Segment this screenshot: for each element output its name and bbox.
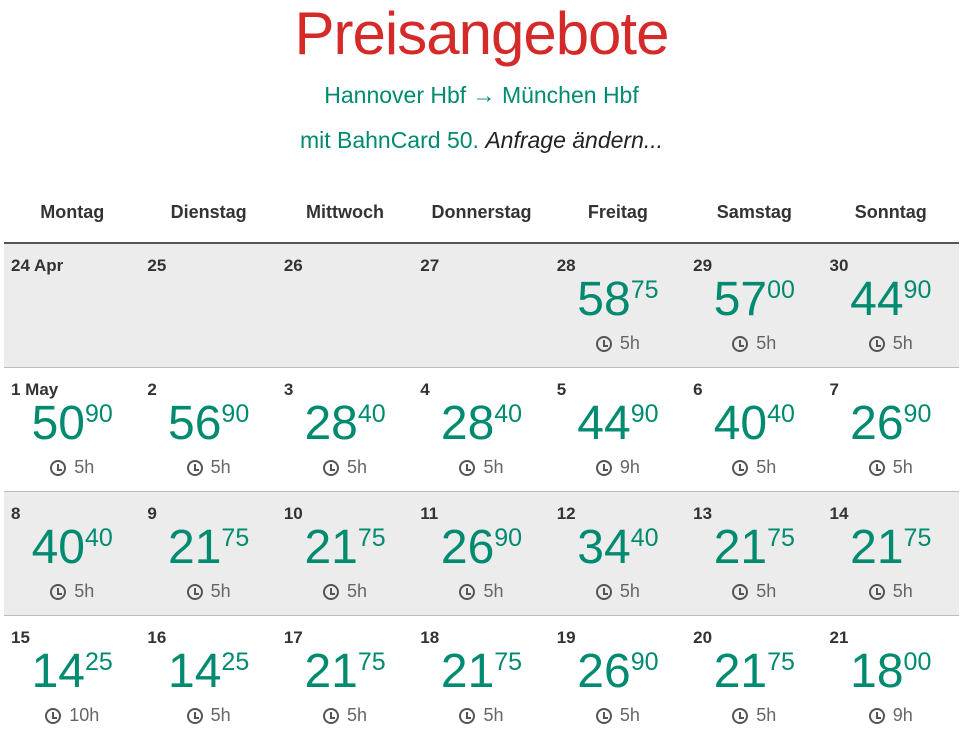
day-date: 9 — [147, 504, 157, 523]
trip-duration — [413, 704, 549, 726]
route-label: Hannover Hbf → München Hbf — [324, 82, 639, 108]
day-price[interactable] — [686, 521, 822, 574]
price-cents: 75 — [221, 524, 250, 552]
day-date: 25 — [147, 256, 167, 275]
price-euros: 28 — [304, 397, 358, 450]
duration-label: 5h — [210, 705, 231, 725]
price-cents: 75 — [494, 648, 523, 676]
price-cents: 75 — [357, 648, 386, 676]
calendar-day-cell[interactable] — [823, 368, 959, 492]
day-date: 19 — [556, 628, 576, 647]
clock-icon — [187, 584, 203, 600]
clock-icon — [869, 336, 885, 352]
day-price[interactable] — [4, 397, 140, 450]
price-euros: 21 — [304, 645, 358, 698]
day-date: 30 — [829, 256, 849, 275]
duration-label: 5h — [483, 705, 504, 725]
trip-duration — [686, 580, 822, 602]
day-date: 29 — [693, 256, 713, 275]
price-cents: 75 — [630, 276, 659, 304]
calendar-day-cell[interactable] — [823, 492, 959, 616]
price-euros: 40 — [713, 397, 768, 450]
calendar-day-cell[interactable] — [550, 616, 686, 740]
clock-icon — [732, 336, 748, 352]
trip-duration — [550, 456, 686, 478]
day-date: 10 — [283, 504, 303, 523]
clock-icon — [323, 460, 339, 476]
calendar-day-cell[interactable] — [550, 243, 686, 368]
price-cents: 25 — [221, 648, 250, 676]
day-date: 5 — [556, 380, 567, 399]
calendar-body — [4, 243, 959, 739]
day-price[interactable] — [686, 645, 822, 698]
duration-label: 5h — [483, 581, 504, 601]
calendar-day-cell[interactable] — [413, 616, 549, 740]
clock-icon — [45, 708, 61, 724]
price-euros: 34 — [577, 521, 631, 574]
trip-duration — [823, 704, 959, 726]
day-date: 13 — [693, 504, 713, 523]
day-date: 2 — [147, 380, 157, 399]
trip-duration — [413, 456, 549, 478]
weekday-header: Montag — [4, 182, 140, 243]
day-price[interactable] — [140, 397, 276, 450]
calendar-day-cell[interactable] — [686, 616, 822, 740]
calendar-day-cell[interactable] — [4, 492, 140, 616]
clock-icon — [187, 708, 203, 724]
clock-icon — [323, 584, 339, 600]
duration-label: 5h — [74, 457, 95, 477]
day-price[interactable] — [413, 521, 549, 574]
day-price[interactable] — [550, 273, 686, 326]
clock-icon — [50, 460, 66, 476]
trip-duration — [140, 580, 276, 602]
duration-label: 5h — [619, 333, 640, 353]
price-euros: 26 — [440, 521, 495, 574]
day-price[interactable] — [4, 521, 140, 574]
price-cents: 40 — [494, 400, 523, 428]
clock-icon — [459, 584, 475, 600]
duration-label: 5h — [619, 705, 640, 725]
calendar-day-cell[interactable] — [4, 368, 140, 492]
day-date: 6 — [693, 380, 703, 399]
price-euros: 21 — [168, 521, 222, 574]
price-cents: 75 — [767, 524, 795, 552]
clock-icon — [459, 708, 475, 724]
clock-icon — [596, 584, 612, 600]
clock-icon — [869, 708, 885, 724]
bahncard-label: mit BahnCard 50. — [299, 127, 479, 153]
duration-label: 5h — [619, 581, 640, 601]
trip-duration — [823, 580, 959, 602]
weekday-header: Dienstag — [140, 182, 276, 243]
day-date: 21 — [829, 628, 849, 647]
price-cents: 90 — [903, 400, 932, 428]
duration-label: 5h — [210, 457, 231, 477]
price-euros: 21 — [713, 521, 768, 574]
calendar-week-row — [4, 243, 959, 368]
day-price[interactable] — [413, 397, 549, 450]
trip-duration — [277, 456, 413, 478]
duration-label: 9h — [619, 457, 640, 477]
calendar-day-cell[interactable] — [550, 368, 686, 492]
calendar-day-cell[interactable] — [686, 492, 822, 616]
price-euros: 26 — [577, 645, 631, 698]
duration-label: 5h — [892, 333, 913, 353]
price-euros: 14 — [168, 645, 222, 698]
day-price[interactable] — [823, 645, 959, 698]
calendar-week-row — [4, 368, 959, 492]
price-cents: 40 — [357, 400, 386, 428]
price-euros: 56 — [168, 397, 222, 450]
price-euros: 44 — [577, 397, 631, 450]
calendar-day-cell[interactable] — [277, 492, 413, 616]
clock-icon — [732, 708, 748, 724]
trip-duration — [4, 580, 140, 602]
day-price[interactable] — [550, 645, 686, 698]
calendar-day-cell[interactable] — [4, 616, 140, 740]
day-price[interactable] — [686, 273, 822, 326]
day-date: 7 — [829, 380, 839, 399]
calendar-week-row — [4, 492, 959, 616]
calendar-day-cell[interactable] — [413, 492, 549, 616]
price-euros: 57 — [713, 273, 768, 326]
clock-icon — [50, 584, 66, 600]
day-price[interactable] — [823, 521, 959, 574]
day-price[interactable] — [277, 521, 413, 574]
price-cents: 25 — [85, 648, 113, 676]
day-date: 1 May — [11, 380, 59, 399]
trip-duration — [686, 456, 822, 478]
day-date: 26 — [283, 256, 303, 275]
day-date: 8 — [11, 504, 21, 523]
day-date: 28 — [556, 256, 576, 275]
duration-label: 5h — [892, 457, 913, 477]
price-cents: 75 — [903, 524, 932, 552]
duration-label: 5h — [347, 581, 368, 601]
day-date: 15 — [11, 628, 30, 647]
day-date: 24 Apr — [11, 256, 64, 275]
price-euros: 40 — [31, 521, 85, 574]
trip-duration — [686, 332, 822, 354]
day-price[interactable] — [140, 645, 276, 698]
calendar-day-cell — [413, 243, 549, 368]
day-date: 12 — [556, 504, 576, 523]
duration-label: 5h — [210, 581, 231, 601]
price-euros: 21 — [440, 645, 495, 698]
calendar-day-cell[interactable] — [277, 616, 413, 740]
day-date: 27 — [420, 256, 440, 275]
day-price[interactable] — [4, 645, 140, 698]
day-date: 20 — [693, 628, 713, 647]
trip-duration — [4, 456, 140, 478]
day-price[interactable] — [277, 645, 413, 698]
calendar-day-cell[interactable] — [140, 368, 276, 492]
duration-label: 9h — [892, 705, 913, 725]
duration-label: 5h — [892, 581, 913, 601]
day-price[interactable] — [550, 397, 686, 450]
trip-duration — [4, 704, 140, 726]
day-date: 18 — [420, 628, 440, 647]
day-price[interactable] — [550, 521, 686, 574]
trip-duration — [277, 580, 413, 602]
price-euros: 14 — [31, 645, 85, 698]
calendar-day-cell[interactable] — [277, 368, 413, 492]
clock-icon — [596, 460, 612, 476]
day-price[interactable] — [823, 273, 959, 326]
trip-duration — [823, 332, 959, 354]
weekday-header-row — [4, 182, 959, 243]
trip-duration — [550, 580, 686, 602]
price-calendar — [4, 182, 959, 739]
calendar-day-cell[interactable] — [686, 368, 822, 492]
calendar-day-cell[interactable] — [823, 243, 959, 368]
duration-label: 10h — [69, 705, 100, 725]
clock-icon — [869, 460, 885, 476]
day-date: 17 — [283, 628, 303, 647]
price-euros: 26 — [850, 397, 904, 450]
price-cents: 00 — [903, 648, 932, 676]
duration-label: 5h — [756, 581, 777, 601]
weekday-header: Donnerstag — [413, 182, 549, 243]
trip-duration — [140, 456, 276, 478]
duration-label: 5h — [483, 457, 504, 477]
day-date: 16 — [147, 628, 167, 647]
price-euros: 58 — [577, 273, 631, 326]
trip-duration — [823, 456, 959, 478]
change-query-link[interactable]: Anfrage ändern... — [485, 127, 664, 153]
calendar-day-cell — [4, 243, 140, 368]
price-euros: 44 — [850, 273, 904, 326]
day-price[interactable] — [686, 397, 822, 450]
calendar-day-cell[interactable] — [550, 492, 686, 616]
day-date: 3 — [283, 380, 294, 399]
price-euros: 21 — [850, 521, 904, 574]
price-cents: 40 — [767, 400, 795, 428]
trip-duration — [413, 580, 549, 602]
calendar-day-cell[interactable] — [140, 492, 276, 616]
duration-label: 5h — [756, 705, 777, 725]
price-cents: 90 — [221, 400, 250, 428]
clock-icon — [732, 460, 748, 476]
day-price[interactable] — [823, 397, 959, 450]
trip-duration — [140, 704, 276, 726]
weekday-header: Freitag — [550, 182, 686, 243]
query-options — [0, 126, 963, 154]
weekday-header: Samstag — [686, 182, 822, 243]
trip-duration — [550, 332, 686, 354]
price-euros: 28 — [440, 397, 495, 450]
duration-label: 5h — [347, 457, 368, 477]
clock-icon — [869, 584, 885, 600]
calendar-day-cell[interactable] — [140, 616, 276, 740]
price-cents: 90 — [903, 276, 932, 304]
calendar-day-cell[interactable] — [413, 368, 549, 492]
clock-icon — [596, 708, 612, 724]
price-euros: 21 — [304, 521, 358, 574]
weekday-header: Mittwoch — [277, 182, 413, 243]
weekday-header: Sonntag — [823, 182, 959, 243]
duration-label: 5h — [756, 333, 777, 353]
day-date: 11 — [420, 504, 439, 523]
day-price[interactable] — [413, 645, 549, 698]
price-cents: 40 — [85, 524, 113, 552]
day-price[interactable] — [277, 397, 413, 450]
price-cents: 90 — [85, 400, 113, 428]
trip-duration — [686, 704, 822, 726]
price-cents: 40 — [630, 524, 659, 552]
price-cents: 90 — [630, 400, 659, 428]
clock-icon — [596, 336, 612, 352]
duration-label: 5h — [756, 457, 777, 477]
page-title: Preisangebote — [294, 0, 669, 67]
clock-icon — [732, 584, 748, 600]
trip-duration — [277, 704, 413, 726]
calendar-week-row — [4, 616, 959, 740]
price-euros: 21 — [713, 645, 768, 698]
clock-icon — [187, 460, 203, 476]
day-price[interactable] — [140, 521, 276, 574]
price-cents: 75 — [767, 648, 795, 676]
price-cents: 00 — [767, 276, 795, 304]
calendar-day-cell[interactable] — [686, 243, 822, 368]
calendar-day-cell — [140, 243, 276, 368]
clock-icon — [459, 460, 475, 476]
price-euros: 50 — [31, 397, 85, 450]
price-cents: 90 — [630, 648, 659, 676]
duration-label: 5h — [74, 581, 95, 601]
duration-label: 5h — [347, 705, 368, 725]
trip-duration — [550, 704, 686, 726]
calendar-day-cell — [277, 243, 413, 368]
calendar-day-cell[interactable] — [823, 616, 959, 740]
day-date: 14 — [829, 504, 849, 523]
price-cents: 75 — [357, 524, 386, 552]
day-date: 4 — [420, 380, 430, 399]
price-cents: 90 — [494, 524, 523, 552]
price-euros: 18 — [850, 645, 904, 698]
clock-icon — [323, 708, 339, 724]
